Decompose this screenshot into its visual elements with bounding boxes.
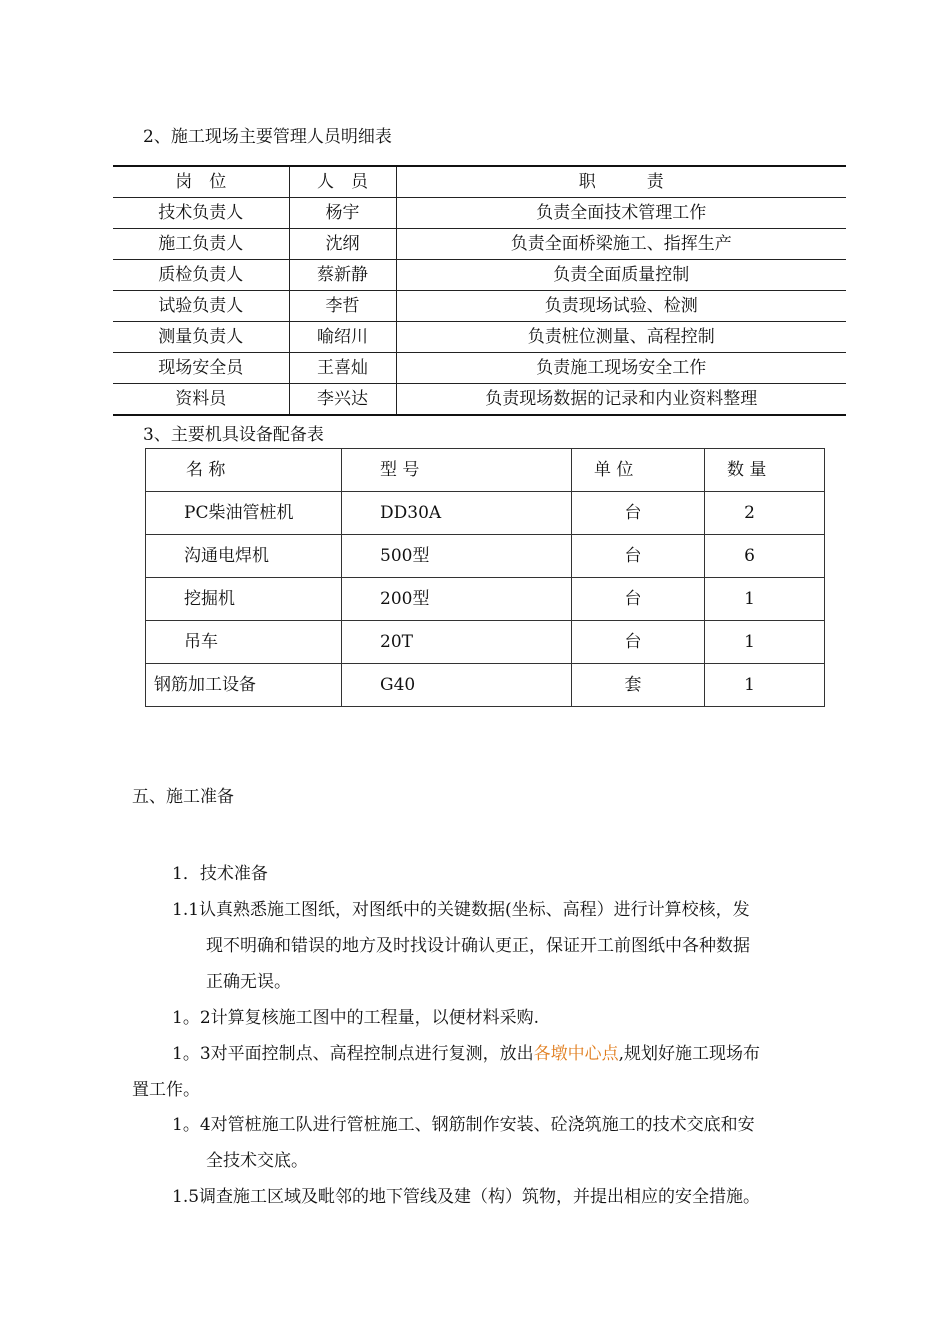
table-row (113, 291, 846, 322)
header-position: 岗 位 (113, 166, 289, 198)
table-header-row (113, 166, 846, 198)
cell-duty: 负责施工现场安全工作 (396, 353, 846, 384)
cell-person: 喻绍川 (289, 322, 396, 353)
cell-name: 钢筋加工设备 (146, 664, 342, 707)
cell-model: DD30A (342, 492, 572, 535)
table-row (146, 492, 825, 535)
personnel-table (113, 165, 846, 416)
cell-position: 测量负责人 (113, 322, 289, 353)
item-1-4-line-1: 1。4对管桩施工队进行管桩施工、钢筋制作安装、砼浇筑施工的技术交底和安 (172, 1115, 755, 1135)
cell-position: 资料员 (113, 384, 289, 416)
header-unit: 单 位 (572, 449, 705, 492)
cell-quantity: 1 (705, 578, 825, 621)
header-person: 人 员 (289, 166, 396, 198)
cell-person: 沈纲 (289, 229, 396, 260)
cell-quantity: 6 (705, 535, 825, 578)
table-row (113, 260, 846, 291)
cell-duty: 负责全面技术管理工作 (396, 198, 846, 229)
cell-unit: 台 (572, 535, 705, 578)
tech-prep-title: 1．技术准备 (172, 864, 268, 884)
cell-person: 李哲 (289, 291, 396, 322)
cell-quantity: 2 (705, 492, 825, 535)
cell-position: 试验负责人 (113, 291, 289, 322)
cell-person: 杨宇 (289, 198, 396, 229)
cell-quantity: 1 (705, 621, 825, 664)
cell-duty: 负责桩位测量、高程控制 (396, 322, 846, 353)
cell-position: 施工负责人 (113, 229, 289, 260)
cell-unit: 台 (572, 578, 705, 621)
item-1-4-line-2: 全技术交底。 (206, 1151, 308, 1171)
cell-person: 蔡新静 (289, 260, 396, 291)
item-1-2: 1。2计算复核施工图中的工程量，以便材料采购. (172, 1008, 540, 1028)
cell-model: 200型 (342, 578, 572, 621)
table-row (113, 229, 846, 260)
table-row (113, 384, 846, 416)
header-name: 名 称 (146, 449, 342, 492)
header-model: 型 号 (342, 449, 572, 492)
header-quantity: 数 量 (705, 449, 825, 492)
table-row (146, 621, 825, 664)
table-row (146, 578, 825, 621)
cell-duty: 负责全面桥梁施工、指挥生产 (396, 229, 846, 260)
cell-name: 沟通电焊机 (146, 535, 342, 578)
cell-quantity: 1 (705, 664, 825, 707)
cell-position: 质检负责人 (113, 260, 289, 291)
chapter-5-title: 五、施工准备 (132, 787, 234, 807)
cell-person: 王喜灿 (289, 353, 396, 384)
cell-name: PC柴油管桩机 (146, 492, 342, 535)
section-2-title: 2、施工现场主要管理人员明细表 (143, 127, 392, 147)
item-1-1-line-1: 1.1认真熟悉施工图纸，对图纸中的关键数据(坐标、高程）进行计算校核，发 (172, 900, 750, 920)
item-1-3-suffix: ,规划好施工现场布 (618, 1044, 761, 1064)
cell-position: 现场安全员 (113, 353, 289, 384)
cell-person: 李兴达 (289, 384, 396, 416)
table-row (146, 535, 825, 578)
header-duty: 职 责 (396, 166, 846, 198)
cell-unit: 台 (572, 621, 705, 664)
item-1-5: 1.5调查施工区域及毗邻的地下管线及建（构）筑物，并提出相应的安全措施。 (172, 1187, 761, 1207)
cell-model: 500型 (342, 535, 572, 578)
cell-duty: 负责现场试验、检测 (396, 291, 846, 322)
cell-model: G40 (342, 664, 572, 707)
equipment-table (145, 448, 825, 707)
item-1-3-highlight: 各墩中心点 (533, 1044, 619, 1064)
table-row (146, 664, 825, 707)
item-1-3-line-1 (172, 1044, 760, 1064)
cell-duty: 负责全面质量控制 (396, 260, 846, 291)
table-row (113, 353, 846, 384)
cell-model: 20T (342, 621, 572, 664)
item-1-1-line-3: 正确无误。 (206, 972, 291, 992)
table-row (113, 322, 846, 353)
cell-position: 技术负责人 (113, 198, 289, 229)
item-1-3-line-2: 置工作。 (132, 1080, 200, 1100)
cell-duty: 负责现场数据的记录和内业资料整理 (396, 384, 846, 416)
cell-unit: 套 (572, 664, 705, 707)
cell-unit: 台 (572, 492, 705, 535)
table-header-row (146, 449, 825, 492)
item-1-3-prefix: 1。3对平面控制点、高程控制点进行复测，放出 (172, 1044, 534, 1064)
section-3-title: 3、主要机具设备配备表 (143, 425, 324, 445)
item-1-1-line-2: 现不明确和错误的地方及时找设计确认更正，保证开工前图纸中各种数据 (206, 936, 750, 956)
cell-name: 挖掘机 (146, 578, 342, 621)
cell-name: 吊车 (146, 621, 342, 664)
table-row (113, 198, 846, 229)
